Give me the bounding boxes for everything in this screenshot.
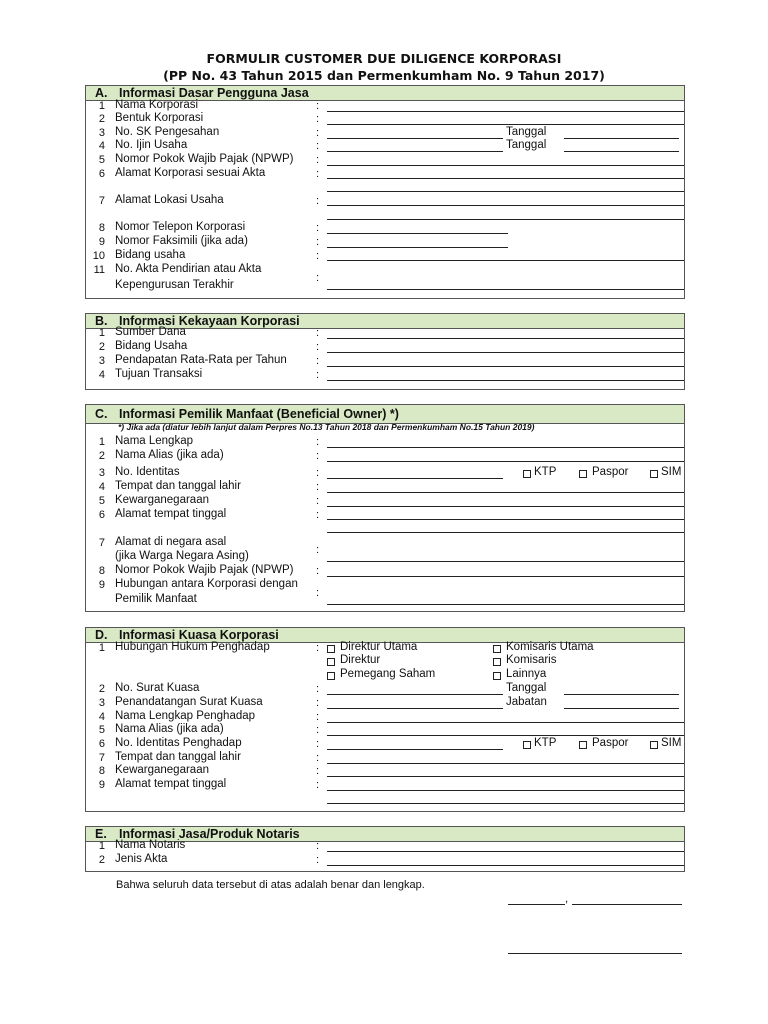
row-number: 2 xyxy=(98,113,105,125)
field-nomor-faksimili[interactable] xyxy=(327,247,508,248)
colon: : xyxy=(316,450,320,462)
colon: : xyxy=(316,467,320,479)
field-penandatangan[interactable] xyxy=(327,708,503,709)
colon: : xyxy=(316,481,320,493)
field-nama-notaris[interactable] xyxy=(327,851,684,852)
field-bentuk-korporasi[interactable] xyxy=(327,124,684,125)
field-tempat-tanggal-lahir-c[interactable] xyxy=(327,492,684,493)
row-number: 7 xyxy=(98,195,105,207)
label-tujuan-transaksi: Tujuan Transaksi xyxy=(115,368,203,380)
field-bidang-usaha[interactable] xyxy=(327,260,684,261)
label-tempat-tanggal-lahir-c: Tempat dan tanggal lahir xyxy=(115,480,241,492)
field-tujuan-transaksi[interactable] xyxy=(327,380,684,381)
colon: : xyxy=(316,355,320,367)
label-bidang-usaha: Bidang usaha xyxy=(115,249,186,261)
checkbox-komisaris[interactable] xyxy=(493,658,501,666)
colon: : xyxy=(316,369,320,381)
colon: : xyxy=(316,168,320,180)
field-jenis-akta[interactable] xyxy=(327,865,684,866)
row-number: 7 xyxy=(98,752,105,764)
checkbox-pemegang-saham[interactable] xyxy=(327,672,335,680)
field-alamat-lokasi-usaha-2[interactable] xyxy=(327,219,684,220)
section-c-note: *) Jika ada (diatur lebih lanjut dalam Perpres No.13 Tahun 2018 dan Permenkumham No.15 Tahun 2019) xyxy=(118,422,535,432)
colon: : xyxy=(316,738,320,750)
field-tanggal-sk[interactable] xyxy=(564,138,679,139)
label-bentuk-korporasi: Bentuk Korporasi xyxy=(115,112,204,124)
label-pendapatan: Pendapatan Rata-Rata per Tahun xyxy=(115,354,287,366)
label-no-identitas-penghadap: No. Identitas Penghadap xyxy=(115,737,242,749)
colon: : xyxy=(316,341,320,353)
label-alamat-tinggal-d: Alamat tempat tinggal xyxy=(115,778,227,790)
label-no-surat-kuasa: No. Surat Kuasa xyxy=(115,682,200,694)
option-ktp-c: KTP xyxy=(534,466,557,478)
colon: : xyxy=(316,100,320,112)
option-ktp-d: KTP xyxy=(534,737,557,749)
label-no-akta-pendirian: No. Akta Pendirian atau Akta xyxy=(115,263,262,275)
option-direktur: Direktur xyxy=(340,654,381,666)
colon: : xyxy=(316,587,320,599)
colon: : xyxy=(316,236,320,248)
section-a-header: A. Informasi Dasar Pengguna Jasa xyxy=(86,86,684,101)
field-npwp-c[interactable] xyxy=(327,576,684,577)
label-sumber-dana: Sumber Dana xyxy=(115,326,186,338)
row-number: 8 xyxy=(98,222,105,234)
section-e-header: E. Informasi Jasa/Produk Notaris xyxy=(86,827,684,842)
field-kewarganegaraan-d[interactable] xyxy=(327,776,684,777)
label-kewarganegaraan-d: Kewarganegaraan xyxy=(115,764,209,776)
checkbox-komisaris-utama[interactable] xyxy=(493,645,501,653)
field-nama-alias-d[interactable] xyxy=(327,735,684,736)
colon: : xyxy=(316,765,320,777)
label-alamat-korporasi: Alamat Korporasi sesuai Akta xyxy=(115,167,266,179)
label-bidang-usaha-b: Bidang Usaha xyxy=(115,340,188,352)
colon: : xyxy=(316,272,320,284)
comma: , xyxy=(565,893,569,905)
form-title: FORMULIR CUSTOMER DUE DILIGENCE KORPORASI xyxy=(206,51,562,66)
row-number: 2 xyxy=(98,854,105,866)
field-jabatan[interactable] xyxy=(564,708,679,709)
colon: : xyxy=(316,697,320,709)
colon: : xyxy=(316,854,320,866)
option-sim-d: SIM xyxy=(661,737,682,749)
row-number: 1 xyxy=(98,840,105,852)
colon: : xyxy=(316,113,320,125)
field-nama-alias-c[interactable] xyxy=(327,461,684,462)
field-alamat-korporasi[interactable] xyxy=(327,178,684,179)
label-kewarganegaraan-c: Kewarganegaraan xyxy=(115,494,209,506)
label-hubungan-hukum: Hubungan Hukum Penghadap xyxy=(115,641,270,653)
row-number: 3 xyxy=(98,127,105,139)
row-number: 5 xyxy=(98,154,105,166)
colon: : xyxy=(316,642,320,654)
section-d-header: D. Informasi Kuasa Korporasi xyxy=(86,628,684,643)
row-number: 4 xyxy=(98,711,105,723)
checkbox-sim-c[interactable] xyxy=(650,470,658,478)
field-no-sk-pengesahan[interactable] xyxy=(327,138,503,139)
form-subtitle: (PP No. 43 Tahun 2015 dan Permenkumham No. 9 Tahun 2017) xyxy=(163,68,605,83)
field-no-identitas-penghadap[interactable] xyxy=(327,749,503,750)
colon: : xyxy=(316,683,320,695)
label-no-identitas-c: No. Identitas xyxy=(115,466,180,478)
label-nama-alias-d: Nama Alias (jika ada) xyxy=(115,723,224,735)
colon: : xyxy=(316,250,320,262)
label-tanggal-d: Tanggal xyxy=(506,682,547,694)
field-no-surat-kuasa[interactable] xyxy=(327,694,503,695)
label-nomor-faksimili: Nomor Faksimili (jika ada) xyxy=(115,235,248,247)
field-alamat-tinggal-c[interactable] xyxy=(327,519,684,520)
row-number: 11 xyxy=(93,264,105,276)
checkbox-paspor-d[interactable] xyxy=(579,741,587,749)
signature-line[interactable] xyxy=(508,953,682,954)
row-number: 8 xyxy=(98,765,105,777)
field-tanggal-ijin[interactable] xyxy=(564,151,679,152)
row-number: 3 xyxy=(98,697,105,709)
field-kewarganegaraan-c[interactable] xyxy=(327,506,684,507)
label-nama-notaris: Nama Notaris xyxy=(115,839,186,851)
field-pendapatan[interactable] xyxy=(327,366,684,367)
row-number: 10 xyxy=(92,250,105,262)
label-npwp: Nomor Pokok Wajib Pajak (NPWP) xyxy=(115,153,294,165)
label-alamat-tinggal-c: Alamat tempat tinggal xyxy=(115,508,227,520)
row-number: 7 xyxy=(98,537,105,549)
colon: : xyxy=(316,495,320,507)
colon: : xyxy=(316,327,320,339)
label-tempat-tanggal-lahir-d: Tempat dan tanggal lahir xyxy=(115,751,241,763)
label-nama-alias-c: Nama Alias (jika ada) xyxy=(115,449,224,461)
field-tempat-tanggal-lahir-d[interactable] xyxy=(327,763,684,764)
colon: : xyxy=(316,724,320,736)
checkbox-direktur[interactable] xyxy=(327,658,335,666)
option-sim-c: SIM xyxy=(661,466,682,478)
section-b-header: B. Informasi Kekayaan Korporasi xyxy=(86,314,684,329)
label-hubungan-korporasi-2: Pemilik Manfaat xyxy=(115,593,197,605)
checkbox-sim-d[interactable] xyxy=(650,741,658,749)
field-sumber-dana[interactable] xyxy=(327,338,684,339)
option-komisaris-utama: Komisaris Utama xyxy=(506,641,594,653)
option-direktur-utama: Direktur Utama xyxy=(340,641,418,653)
field-nama-penghadap[interactable] xyxy=(327,722,684,723)
row-number: 1 xyxy=(98,436,105,448)
field-hubungan-korporasi[interactable] xyxy=(327,604,684,605)
label-no-sk-pengesahan: No. SK Pengesahan xyxy=(115,126,220,138)
label-nama-penghadap: Nama Lengkap Penghadap xyxy=(115,710,256,722)
label-npwp-c: Nomor Pokok Wajib Pajak (NPWP) xyxy=(115,564,294,576)
row-number: 4 xyxy=(98,481,105,493)
field-alamat-korporasi-2[interactable] xyxy=(327,191,684,192)
colon: : xyxy=(316,140,320,152)
row-number: 4 xyxy=(98,140,105,152)
row-number: 6 xyxy=(98,168,105,180)
label-alamat-lokasi-usaha: Alamat Lokasi Usaha xyxy=(115,194,224,206)
field-no-akta-pendirian[interactable] xyxy=(327,289,684,290)
field-no-ijin-usaha[interactable] xyxy=(327,151,503,152)
row-number: 9 xyxy=(98,779,105,791)
field-date[interactable] xyxy=(572,904,682,905)
colon: : xyxy=(316,779,320,791)
colon: : xyxy=(316,840,320,852)
field-no-identitas-c[interactable] xyxy=(327,478,503,479)
colon: : xyxy=(316,752,320,764)
colon: : xyxy=(316,711,320,723)
field-npwp[interactable] xyxy=(327,165,684,166)
statement-text: Bahwa seluruh data tersebut di atas adalah benar dan lengkap. xyxy=(116,879,425,891)
option-paspor-d: Paspor xyxy=(592,737,629,749)
checkbox-paspor-c[interactable] xyxy=(579,470,587,478)
section-c-header: C. Informasi Pemilik Manfaat (Beneficial Owner) *) xyxy=(86,405,684,424)
row-number: 2 xyxy=(98,683,105,695)
row-number: 5 xyxy=(98,495,105,507)
colon: : xyxy=(316,436,320,448)
row-number: 8 xyxy=(98,565,105,577)
row-number: 3 xyxy=(98,355,105,367)
field-nama-korporasi[interactable] xyxy=(327,111,684,112)
field-nama-lengkap-c[interactable] xyxy=(327,447,684,448)
row-number: 5 xyxy=(98,724,105,736)
checkbox-direktur-utama[interactable] xyxy=(327,645,335,653)
colon: : xyxy=(316,544,320,556)
field-alamat-negara-asal[interactable] xyxy=(327,561,684,562)
label-alamat-negara-asal-2: (jika Warga Negara Asing) xyxy=(115,550,249,562)
colon: : xyxy=(316,154,320,166)
row-number: 2 xyxy=(98,450,105,462)
label-tanggal: Tanggal xyxy=(506,126,547,138)
field-bidang-usaha-b[interactable] xyxy=(327,352,684,353)
field-alamat-lokasi-usaha[interactable] xyxy=(327,205,684,206)
row-number: 1 xyxy=(98,327,105,339)
field-alamat-tinggal-d-2[interactable] xyxy=(327,803,684,804)
colon: : xyxy=(316,565,320,577)
row-number: 1 xyxy=(98,642,105,654)
label-penandatangan: Penandatangan Surat Kuasa xyxy=(115,696,263,708)
row-number: 9 xyxy=(98,579,105,591)
field-alamat-tinggal-c-2[interactable] xyxy=(327,532,684,533)
label-nomor-telepon: Nomor Telepon Korporasi xyxy=(115,221,246,233)
checkbox-lainnya[interactable] xyxy=(493,672,501,680)
colon: : xyxy=(316,222,320,234)
row-number: 6 xyxy=(98,738,105,750)
colon: : xyxy=(316,195,320,207)
label-jabatan: Jabatan xyxy=(506,696,547,708)
label-hubungan-korporasi: Hubungan antara Korporasi dengan xyxy=(115,578,298,590)
row-number: 9 xyxy=(98,236,105,248)
label-nama-lengkap-c: Nama Lengkap xyxy=(115,435,193,447)
option-paspor-c: Paspor xyxy=(592,466,629,478)
row-number: 3 xyxy=(98,467,105,479)
colon: : xyxy=(316,509,320,521)
label-tanggal: Tanggal xyxy=(506,139,547,151)
field-place[interactable] xyxy=(508,904,565,905)
label-nama-korporasi: Nama Korporasi xyxy=(115,99,199,111)
row-number: 6 xyxy=(98,509,105,521)
option-pemegang-saham: Pemegang Saham xyxy=(340,668,436,680)
label-alamat-negara-asal: Alamat di negara asal xyxy=(115,536,227,548)
row-number: 2 xyxy=(98,341,105,353)
field-tanggal-surat-kuasa[interactable] xyxy=(564,694,679,695)
checkbox-ktp-c[interactable] xyxy=(523,470,531,478)
label-no-ijin-usaha: No. Ijin Usaha xyxy=(115,139,188,151)
label-no-akta-pendirian-2: Kepengurusan Terakhir xyxy=(115,279,234,291)
row-number: 1 xyxy=(98,100,105,112)
option-komisaris: Komisaris xyxy=(506,654,557,666)
row-number: 4 xyxy=(98,369,105,381)
label-jenis-akta: Jenis Akta xyxy=(115,853,168,865)
field-nomor-telepon[interactable] xyxy=(327,233,508,234)
option-lainnya: Lainnya xyxy=(506,668,547,680)
checkbox-ktp-d[interactable] xyxy=(523,741,531,749)
field-alamat-tinggal-d[interactable] xyxy=(327,790,684,791)
colon: : xyxy=(316,127,320,139)
